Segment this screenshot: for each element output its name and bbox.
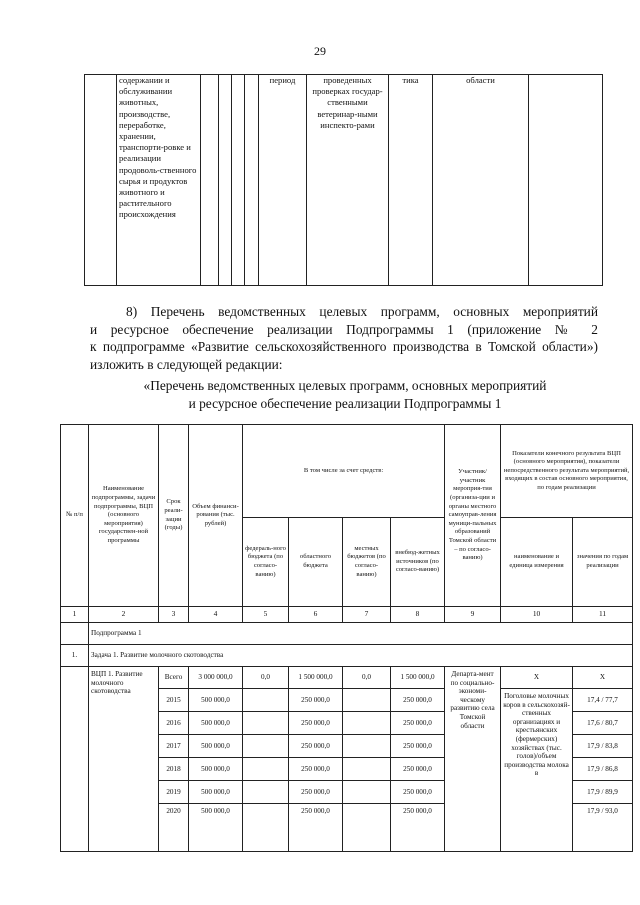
federal-cell	[243, 735, 289, 758]
federal-cell	[243, 804, 289, 852]
header-regional: областного бюджета	[289, 518, 343, 607]
local-cell	[343, 735, 391, 758]
col-number: 2	[89, 607, 159, 623]
value-cell: 17,9 / 93,0	[573, 804, 633, 852]
regional-cell: 250 000,0	[289, 712, 343, 735]
indicator-cell: Х	[501, 667, 573, 689]
volume-cell: 500 000,0	[189, 758, 243, 781]
indicator-name-cell: Поголовье молочных коров в сельскохозяй-ственных организациях и крестьянских (фермерских) хозяйствах (тыс. голов)/объем производства молока в	[501, 689, 573, 852]
period-cell: период	[259, 75, 307, 286]
header-including: В том числе за счет средств:	[243, 425, 445, 518]
col-number: 7	[343, 607, 391, 623]
header-participant: Участник/ участник мероприя-тия (организа-ции и органы местного самоуправ-ления муници-пальных образований Томской области – по согласо-ванию)	[445, 425, 501, 607]
volume-cell: 500 000,0	[189, 804, 243, 852]
regional-cell: 250 000,0	[289, 781, 343, 804]
vcp-name: ВЦП 1. Развитие молочного скотоводства	[89, 667, 159, 852]
programs-table	[60, 424, 633, 852]
volume-cell: 500 000,0	[189, 712, 243, 735]
table-row	[85, 75, 603, 286]
local-cell	[343, 758, 391, 781]
intro-line: 8) Перечень ведомственных целевых программ, основных мероприятий	[126, 304, 598, 319]
extra-cell: 250 000,0	[391, 735, 445, 758]
stat-cell: тика	[389, 75, 433, 286]
year-cell: 2020	[159, 804, 189, 852]
year-cell: 2016	[159, 712, 189, 735]
col-number: 10	[501, 607, 573, 623]
header-indicators: Показатели конечного результата ВЦП (основного мероприятия), показатели непосредственного результата мероприятий, входящих в состав основного мероприятия, по годам реализации	[501, 425, 633, 518]
col-number: 6	[289, 607, 343, 623]
header-num: № п/п	[61, 425, 89, 607]
col-number: 5	[243, 607, 289, 623]
year-cell: 2019	[159, 781, 189, 804]
col-number: 4	[189, 607, 243, 623]
federal-cell	[243, 712, 289, 735]
task-number: 1.	[61, 645, 89, 667]
federal-cell: 0,0	[243, 667, 289, 689]
local-cell	[343, 712, 391, 735]
header-local: местных бюджетов (по согласо-ванию)	[343, 518, 391, 607]
volume-cell: 500 000,0	[189, 689, 243, 712]
year-cell: 2018	[159, 758, 189, 781]
col-number: 3	[159, 607, 189, 623]
header-volume: Объем финанси-рования (тыс. рублей)	[189, 425, 243, 607]
value-cell: 17,9 / 83,8	[573, 735, 633, 758]
value-cell: Х	[573, 667, 633, 689]
column-number-row	[61, 607, 633, 623]
header-term: Срок реали-зации (годы)	[159, 425, 189, 607]
regional-cell: 250 000,0	[289, 735, 343, 758]
local-cell	[343, 804, 391, 852]
table-row	[61, 667, 633, 689]
col-number: 11	[573, 607, 633, 623]
volume-cell: 500 000,0	[189, 735, 243, 758]
heading-line: «Перечень ведомственных целевых программ, основных мероприятий	[143, 378, 547, 393]
regional-cell: 250 000,0	[289, 758, 343, 781]
value-cell: 17,9 / 86,8	[573, 758, 633, 781]
col-number: 8	[391, 607, 445, 623]
extra-cell: 250 000,0	[391, 712, 445, 735]
header-row	[61, 425, 633, 518]
year-cell: 2017	[159, 735, 189, 758]
local-cell	[343, 689, 391, 712]
extra-cell: 1 500 000,0	[391, 667, 445, 689]
intro-line: изложить в следующей редакции:	[90, 356, 283, 372]
federal-cell	[243, 689, 289, 712]
extra-cell: 250 000,0	[391, 804, 445, 852]
regional-cell: 1 500 000,0	[289, 667, 343, 689]
extra-cell: 250 000,0	[391, 781, 445, 804]
region-cell: области	[433, 75, 529, 286]
year-cell: Всего	[159, 667, 189, 689]
intro-line: к подпрограмме «Развитие сельскохозяйственного производства в Томской области»)	[90, 339, 598, 354]
header-ind-name: наименование и единица измерения	[501, 518, 573, 607]
volume-cell: 500 000,0	[189, 781, 243, 804]
subprogram-title: Подпрограмма 1	[89, 623, 633, 645]
heading-line: и ресурсное обеспечение реализации Подпрограммы 1	[188, 396, 502, 411]
regional-cell: 250 000,0	[289, 804, 343, 852]
federal-cell	[243, 781, 289, 804]
measure-name-cell: содержании и обслуживании животных, производстве, переработке, хранении, транспорти-ровке и реализации продоволь-ственного сырья и продуктов животного и растительного происхождения	[117, 75, 201, 286]
continuation-table	[84, 74, 603, 286]
value-cell: 17,4 / 77,7	[573, 689, 633, 712]
extra-cell: 250 000,0	[391, 689, 445, 712]
federal-cell	[243, 758, 289, 781]
col-number: 9	[445, 607, 501, 623]
header-extra: внебюд-жетных источников (по согласо-ванию)	[391, 518, 445, 607]
volume-cell: 3 000 000,0	[189, 667, 243, 689]
subprogram-row	[61, 623, 633, 645]
local-cell: 0,0	[343, 667, 391, 689]
page-number: 29	[314, 44, 326, 58]
col-number: 1	[61, 607, 89, 623]
task-title: Задача 1. Развитие молочного скотоводства	[89, 645, 633, 667]
value-cell: 17,9 / 89,9	[573, 781, 633, 804]
value-cell: 17,6 / 80,7	[573, 712, 633, 735]
intro-line: и ресурсное обеспечение реализации Подпрограммы 1 (приложение № 2	[90, 321, 598, 337]
header-name: Наименование подпрограммы, задачи подпрограммы, ВЦП (основного мероприятия) государствен-ной программы	[89, 425, 159, 607]
intro-paragraph	[90, 303, 598, 373]
header-ind-values: значения по годам реализации	[573, 518, 633, 607]
extra-cell: 250 000,0	[391, 758, 445, 781]
header-federal: федераль-ного бюджета (по согласо-ванию)	[243, 518, 289, 607]
year-cell: 2015	[159, 689, 189, 712]
participant-cell: Департа-мент по социально-экономи-ческому развитию села Томской области	[445, 667, 501, 852]
regional-cell: 250 000,0	[289, 689, 343, 712]
checks-cell: проведенных проверках государ-ственными ветеринар-ными инспекто-рами	[307, 75, 389, 286]
table-heading	[60, 377, 630, 413]
local-cell	[343, 781, 391, 804]
task-row	[61, 645, 633, 667]
